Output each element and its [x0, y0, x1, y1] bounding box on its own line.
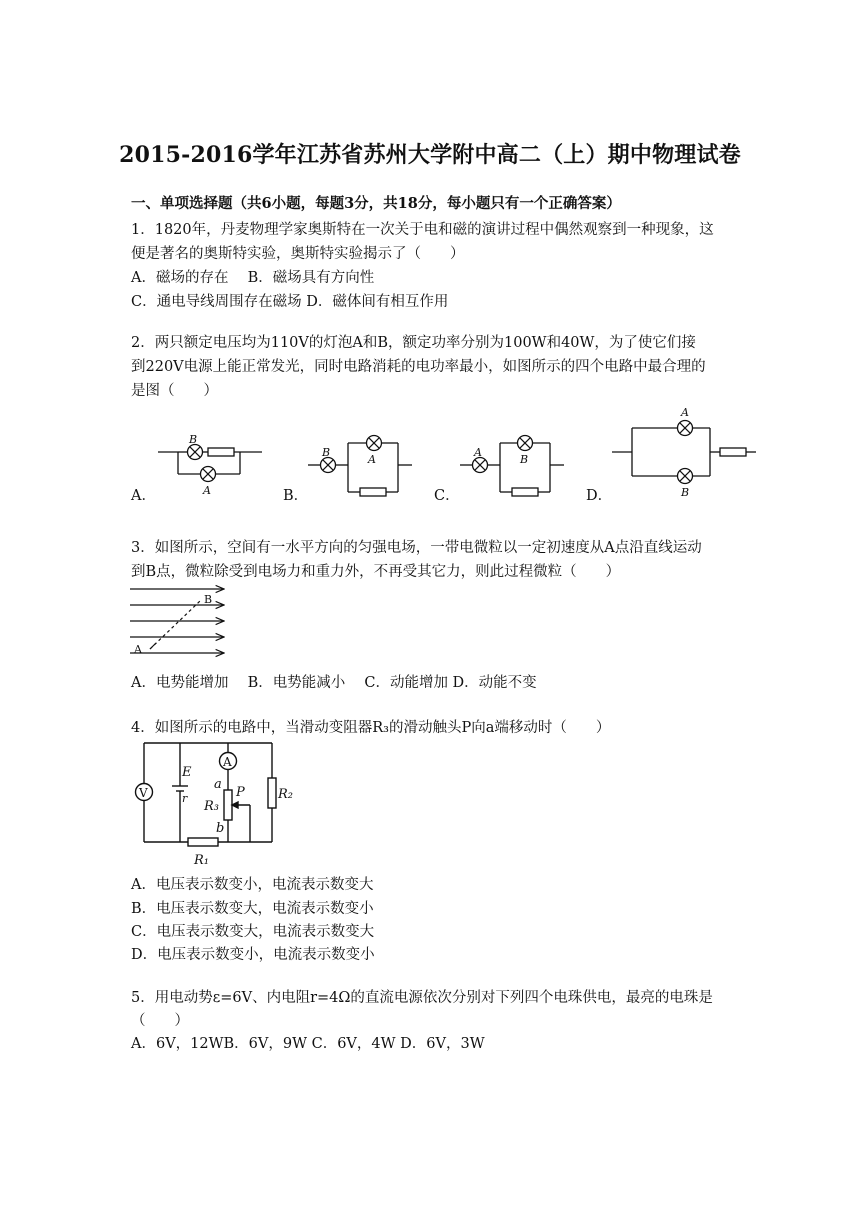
r3-label: R₃: [204, 799, 219, 814]
q2-line1: 2．两只额定电压均为110V的灯泡A和B，额定功率分别为100W和40W，为了使它们接: [131, 335, 696, 351]
q3-options: A．电势能增加 B．电势能减小 C．动能增加 D．动能不变: [131, 675, 537, 691]
circuit-b: [308, 436, 412, 497]
q1-option-cd: C．通电导线周围存在磁场 D．磁体间有相互作用: [131, 294, 449, 310]
q1-option-ab: A．磁场的存在 B．磁场具有方向性: [131, 270, 375, 286]
voltmeter-label: V: [139, 786, 148, 800]
circuit-d-label-a: A: [681, 406, 689, 419]
q1-line2: 便是著名的奥斯特实验，奥斯特实验揭示了（ ）: [131, 246, 465, 262]
circuit-c-label-b: B: [520, 453, 529, 466]
q4-line1: 4．如图所示的电路中，当滑动变阻器R₃的滑动触头P向a端移动时（ ）: [131, 720, 611, 736]
circuit-a: [158, 445, 262, 482]
ammeter-label: A: [223, 755, 232, 769]
page-title: 2015-2016学年江苏省苏州大学附中高二（上）期中物理试卷: [119, 142, 741, 168]
q2-line3: 是图（ ）: [131, 383, 218, 399]
q3-field-diagram: [128, 583, 238, 661]
circuit-d-label-b: B: [681, 486, 690, 499]
point-a-label: A: [134, 643, 142, 656]
q5-options: A．6V，12WB．6V，9W C．6V，4W D．6V，3W: [131, 1036, 485, 1052]
q2-label-d: D．: [586, 488, 613, 504]
circuit-a-label-b: B: [189, 433, 198, 446]
circuit-d: [612, 421, 756, 484]
q5-line1: 5．用电动势ε=6V、内电阻r=4Ω的直流电源依次分别对下列四个电珠供电，最亮的电珠是: [131, 990, 713, 1006]
q2-label-b: B．: [283, 488, 309, 504]
q2-label-a: A．: [131, 488, 156, 504]
r1-label: R₁: [194, 853, 209, 868]
circuit-b-label-b: B: [322, 446, 331, 459]
point-b-label: B: [204, 593, 213, 606]
circuit-c-label-a: A: [474, 446, 482, 459]
q1-line1: 1．1820年，丹麦物理学家奥斯特在一次关于电和磁的演讲过程中偶然观察到一种现象，这: [131, 222, 714, 238]
q4-option-d: D．电压表示数变小，电流表示数变小: [131, 947, 375, 963]
q4-option-a: A．电压表示数变小，电流表示数变大: [131, 877, 374, 893]
circuit-c: [460, 436, 564, 497]
circuit-b-label-a: A: [368, 453, 376, 466]
internal-r-label: r: [182, 792, 188, 805]
q3-line1: 3．如图所示，空间有一水平方向的匀强电场，一带电微粒以一定初速度从A点沿直线运动: [131, 540, 702, 556]
q4-circuit-diagram: [128, 738, 308, 870]
emf-label: E: [182, 765, 192, 780]
terminal-b-label: b: [216, 821, 225, 836]
q4-option-b: B．电压表示数变大，电流表示数变小: [131, 901, 374, 917]
slider-p-label: P: [236, 785, 245, 800]
q3-line2: 到B点，微粒除受到电场力和重力外，不再受其它力，则此过程微粒（ ）: [131, 564, 621, 580]
q2-label-c: C．: [434, 488, 460, 504]
q5-line2: （ ）: [131, 1013, 189, 1029]
q2-line2: 到220V电源上能正常发光，同时电路消耗的电功率最小，如图所示的四个电路中最合理的: [131, 359, 706, 375]
circuit-a-label-a: A: [203, 484, 211, 497]
r2-label: R₂: [278, 787, 293, 802]
q4-option-c: C．电压表示数变大，电流表示数变大: [131, 924, 375, 940]
terminal-a-label: a: [214, 777, 222, 792]
section-heading: 一、单项选择题（共6小题，每题3分，共18分，每小题只有一个正确答案）: [131, 195, 621, 212]
